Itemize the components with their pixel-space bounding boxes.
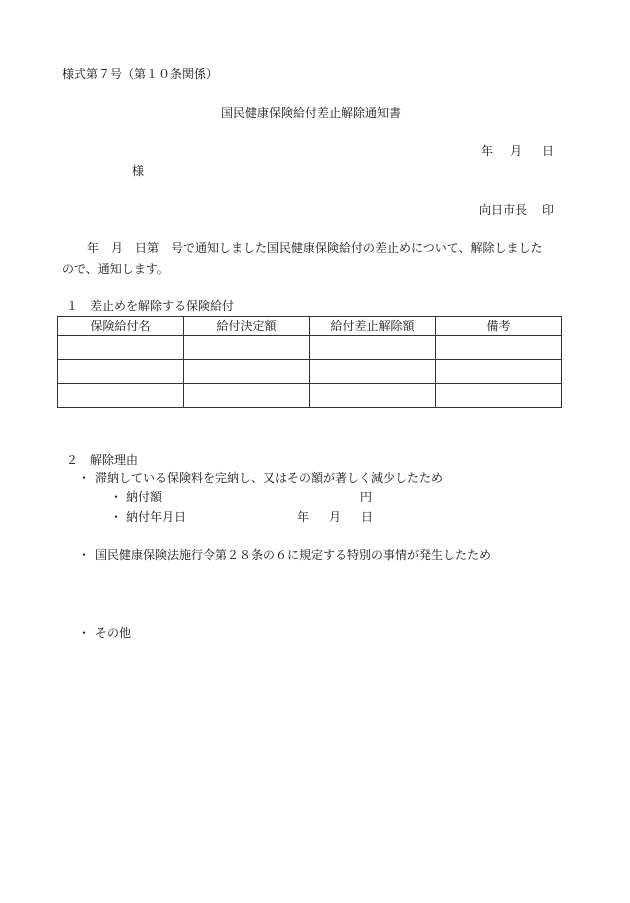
addressee-suffix: 様: [132, 164, 145, 178]
col-release-amount: 給付差止解除額: [310, 317, 436, 336]
payment-year: 年: [297, 510, 310, 524]
reason-3: その他: [95, 626, 132, 640]
col-decided-amount: 給付決定額: [184, 317, 310, 336]
payment-date-label: 納付年月日: [126, 510, 187, 524]
table-cell: [310, 360, 436, 384]
section2-heading: ２ 解除理由: [66, 453, 139, 467]
bullet-icon: ・: [78, 548, 91, 562]
table-cell: [436, 384, 562, 408]
table-cell: [436, 360, 562, 384]
document-title: 国民健康保険給付差止解除通知書: [221, 106, 402, 120]
seal-mark: 印: [542, 203, 555, 217]
table-cell: [58, 336, 184, 360]
amount-unit: 円: [360, 490, 373, 504]
section1-heading: １ 差止めを解除する保険給付: [66, 299, 235, 313]
body-line-1: 年 月 日第 号で通知しました国民健康保険給付の差止めについて、解除しました: [87, 241, 543, 255]
amount-label: 納付額: [126, 490, 163, 504]
reason-1: 滞納している保険料を完納し、又はその額が著しく減少したため: [95, 471, 444, 485]
reason-2: 国民健康保険法施行令第２８条の６に規定する特別の事情が発生したため: [95, 548, 492, 562]
table-cell: [58, 360, 184, 384]
benefits-table: [57, 316, 562, 408]
table-cell: [184, 360, 310, 384]
payment-day: 日: [361, 510, 374, 524]
table-header-row: [58, 317, 562, 336]
bullet-icon: ・: [78, 626, 91, 640]
body-line-2: ので、通知します。: [62, 262, 169, 276]
col-benefit-name: 保険給付名: [58, 317, 184, 336]
bullet-icon: ・: [110, 490, 123, 504]
table-cell: [310, 336, 436, 360]
bullet-icon: ・: [78, 471, 91, 485]
table-cell: [310, 384, 436, 408]
bullet-icon: ・: [110, 510, 123, 524]
table-cell: [184, 336, 310, 360]
table-cell: [58, 384, 184, 408]
payment-month: 月: [329, 510, 342, 524]
date-year: 年: [481, 144, 494, 158]
table-row: [58, 384, 562, 408]
col-remarks: 備考: [436, 317, 562, 336]
date-day: 日: [542, 144, 555, 158]
table-cell: [184, 384, 310, 408]
issuer: 向日市長: [479, 203, 528, 217]
table-row: [58, 336, 562, 360]
table-row: [58, 360, 562, 384]
form-number: 様式第７号（第１０条関係）: [62, 67, 219, 81]
date-month: 月: [510, 144, 523, 158]
table-cell: [436, 336, 562, 360]
